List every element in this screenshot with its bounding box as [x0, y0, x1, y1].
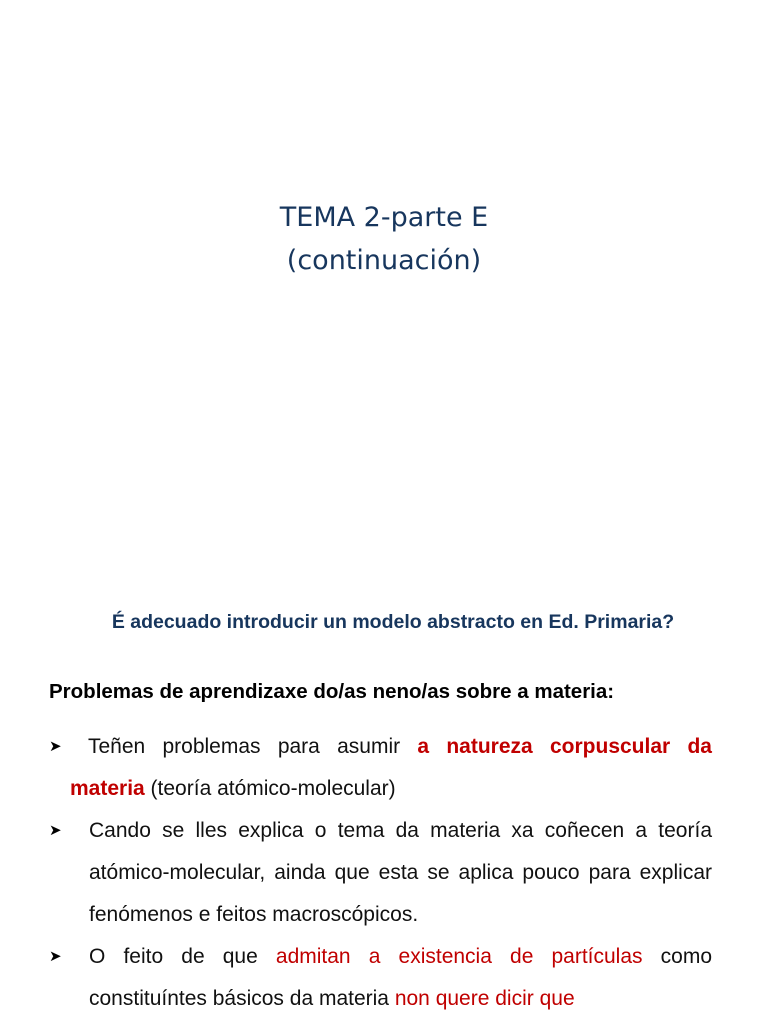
bullet-3-highlight-1: admitan a existencia de partículas — [275, 945, 643, 968]
arrow-bullet-icon: ➤ — [49, 822, 62, 839]
arrow-bullet-icon: ➤ — [49, 948, 62, 965]
slide-title — [0, 196, 768, 282]
bullet-3-part-2: como constituíntes básicos da materia — [89, 945, 712, 1010]
bullet-3-highlight-2: non quere dicir que — [394, 987, 575, 1010]
title-line-2: (continuación) — [286, 245, 482, 276]
bullet-1-highlight-1: a natureza corpuscular da — [417, 735, 712, 758]
arrow-bullet-icon: ➤ — [49, 738, 62, 755]
bullet-list — [49, 726, 712, 1020]
bullet-1-line-1 — [70, 726, 712, 768]
title-line-1: TEMA 2-parte E — [279, 202, 489, 233]
bullet-item-2 — [49, 810, 712, 936]
bullet-text-3 — [49, 936, 712, 1020]
bullet-text-1 — [49, 726, 712, 810]
bullet-text-2: Cando se lles explica o tema da materia xa coñecen a teoría atómico-molecular, ainda que esta se aplica pouco para explicar fenómenos e feitos macroscópicos. — [89, 819, 712, 926]
question-heading: É adecuado introducir un modelo abstracto en Ed. Primaria? — [111, 611, 675, 633]
bullet-1-highlight-2: materia — [70, 777, 145, 800]
bullet-1-part-2: (teoría atómico-molecular) — [144, 777, 396, 800]
bullet-item-1 — [49, 726, 712, 810]
bullet-3-part-1: O feito de que — [89, 945, 276, 968]
bullet-item-3 — [49, 936, 712, 1020]
section-heading: Problemas de aprendizaxe do/as neno/as sobre a materia: — [49, 680, 615, 703]
bullet-1-part-1: Teñen problemas para asumir — [88, 735, 418, 758]
